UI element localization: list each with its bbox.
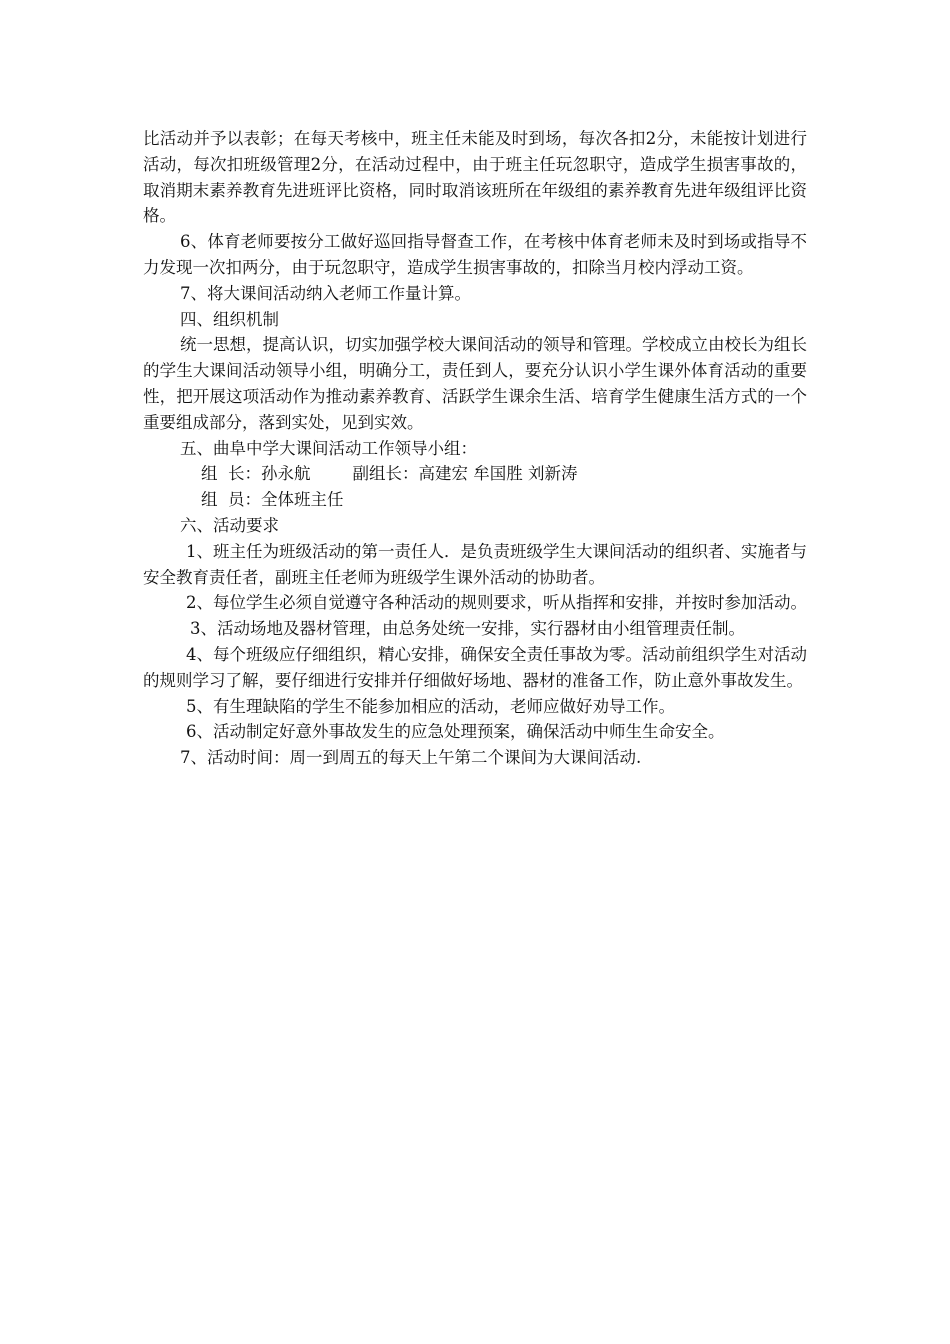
section-heading-organization: 四、组织机制 [180, 309, 279, 329]
requirement-item-1: 1、班主任为班级活动的第一责任人．是负责班级学生大课间活动的组织者、实施者与安全教育责任者，副班主任老师为班级学生课外活动的协助者。 [143, 541, 807, 587]
requirement-item-6: 6、活动制定好意外事故发生的应急处理预案，确保活动中师生生命安全。 [186, 722, 725, 742]
leading-group-leaders: 组 长：孙永航 副组长：高建宏 牟国胜 刘新涛 [201, 464, 578, 484]
requirement-item-7: 7、活动时间：周一到周五的每天上午第二个课间为大课间活动. [180, 748, 642, 768]
section-heading-requirements: 六、活动要求 [180, 515, 279, 535]
paragraph-organization-body: 统一思想，提高认识，切实加强学校大课间活动的领导和管理。学校成立由校长为组长的学生大课间活动领导小组，明确分工，责任到人，要充分认识小学生课外体育活动的重要性，把开展这项活动作为推动素养教育、活跃学生课余生活、培育学生健康生活方式的一个重要组成部分，落到实处，见到实效。 [143, 335, 807, 432]
requirement-item-3: 3、活动场地及器材管理，由总务处统一安排，实行器材由小组管理责任制。 [190, 619, 745, 639]
requirement-item-2: 2、每位学生必须自觉遵守各种活动的规则要求，听从指挥和安排，并按时参加活动。 [186, 593, 807, 613]
paragraph-evaluation-continued: 比活动并予以表彰；在每天考核中，班主任未能及时到场，每次各扣2分，未能按计划进行活动，每次扣班级管理2分，在活动过程中，由于班主任玩忽职守，造成学生损害事故的，取消期末素养教育先进班评比资格，同时取消该班所在年级组的素养教育先进年级组评比资格。 [143, 129, 807, 226]
requirement-item-4: 4、每个班级应仔细组织，精心安排，确保安全责任事故为零。活动前组织学生对活动的规则学习了解，要仔细进行安排并仔细做好场地、器材的准备工作，防止意外事故发生。 [143, 644, 807, 690]
section-heading-leading-group: 五、曲阜中学大课间活动工作领导小组： [180, 438, 477, 458]
document-body [143, 126, 807, 771]
requirement-item-5: 5、有生理缺陷的学生不能参加相应的活动，老师应做好劝导工作。 [186, 696, 675, 716]
leading-group-members: 组 员：全体班主任 [201, 490, 344, 510]
paragraph-item-6-pe-teacher: 6、体育老师要按分工做好巡回指导督查工作，在考核中体育老师未及时到场或指导不力发现一次扣两分，由于玩忽职守，造成学生损害事故的，扣除当月校内浮动工资。 [143, 232, 807, 277]
paragraph-item-7-workload: 7、将大课间活动纳入老师工作量计算。 [180, 283, 471, 303]
